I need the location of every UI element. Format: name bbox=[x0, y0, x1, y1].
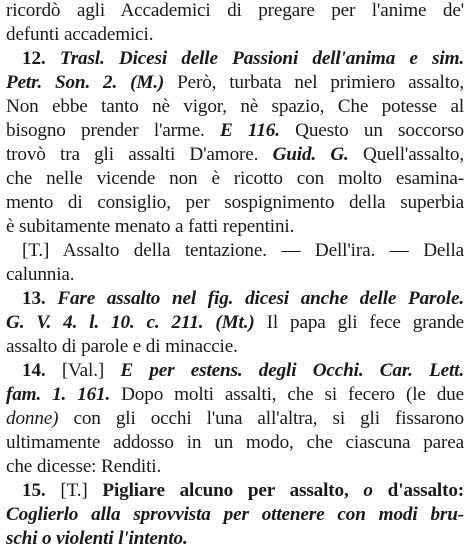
citation: G. V. 4. l. 10. c. 211. (Mt.) bbox=[6, 312, 267, 333]
text-line: trovò tra gli assalti D'amore. Guid. G. Quell'assalto, bbox=[6, 144, 465, 165]
sense-label: E per estens. degli Occhi. Car. Lett. bbox=[120, 360, 465, 381]
sense-label: Fare assalto nel fig. dicesi anche delle Parole. bbox=[57, 288, 464, 309]
text-line: bisogno prender l'arme. E 116. Questo un soccorso bbox=[6, 120, 464, 141]
text-line: Petr. Son. 2. (M.) Però, turbata nel primiero assalto, bbox=[6, 72, 464, 93]
citation: E 116. bbox=[220, 120, 280, 141]
sense-15-heading: 15. [T.] Pigliare alcuno per assalto, o d'assalto: bbox=[22, 480, 464, 501]
note-marker: [T.] bbox=[22, 240, 63, 261]
text-line: fam. 1. 161. Dopo molti assalti, che si fecero (le due bbox=[6, 384, 464, 405]
text-line: schi o violenti l'intento. bbox=[6, 528, 188, 549]
sense-number: 15. bbox=[22, 480, 61, 501]
text-line: defunti accademici. bbox=[6, 24, 154, 45]
text-line: che dicesse: Renditi. bbox=[6, 456, 162, 477]
sense-12-heading bbox=[22, 48, 464, 70]
text-line: mento di consiglio, per sospignimento della superbia bbox=[6, 192, 464, 213]
text-line: [T.] Assalto della tentazione. — Dell'ira. — Della bbox=[22, 240, 464, 261]
text-line: Non ebbe tanto nè vigor, nè spazio, Che potesse al bbox=[6, 96, 464, 117]
note-marker: [Val.] bbox=[61, 360, 121, 381]
text-line: donne) con gli occhi l'una all'altra, si gli fissarono bbox=[6, 408, 464, 429]
citation: Guid. G. bbox=[272, 144, 349, 165]
sense-number: 12. bbox=[22, 48, 60, 69]
sense-label: Pigliare alcuno per assalto, bbox=[102, 480, 364, 501]
citation: Petr. Son. 2. (M.) bbox=[6, 72, 178, 93]
text-line: G. V. 4. l. 10. c. 211. (Mt.) Il papa gli fece grande bbox=[6, 312, 465, 333]
sense-number: 14. bbox=[22, 360, 62, 381]
text-line: ricordò agli Accademici di pregare per l'anime de' bbox=[6, 0, 464, 21]
text-line: è subitamente menato a fatti repentini. bbox=[6, 216, 295, 237]
text-line: assalto di parole e di minaccie. bbox=[6, 336, 238, 357]
text-line: Coglierlo alla sprovvista per ottenere con modi bru- bbox=[6, 504, 464, 525]
sense-label: Trasl. Dicesi delle Passioni dell'anima e sim. bbox=[59, 48, 465, 69]
text-line: ultimamente addosso in un modo, che ciascuna parea bbox=[6, 432, 464, 453]
sense-13-heading bbox=[22, 288, 464, 310]
sense-14-heading bbox=[22, 360, 464, 382]
citation: fam. 1. 161. bbox=[6, 384, 122, 405]
note-marker: [T.] bbox=[60, 480, 103, 501]
text-line: calunnia. bbox=[6, 264, 75, 285]
text-line: che nelle vicende non è ricotto con molto esamina- bbox=[6, 168, 464, 189]
sense-number: 13. bbox=[22, 288, 58, 309]
